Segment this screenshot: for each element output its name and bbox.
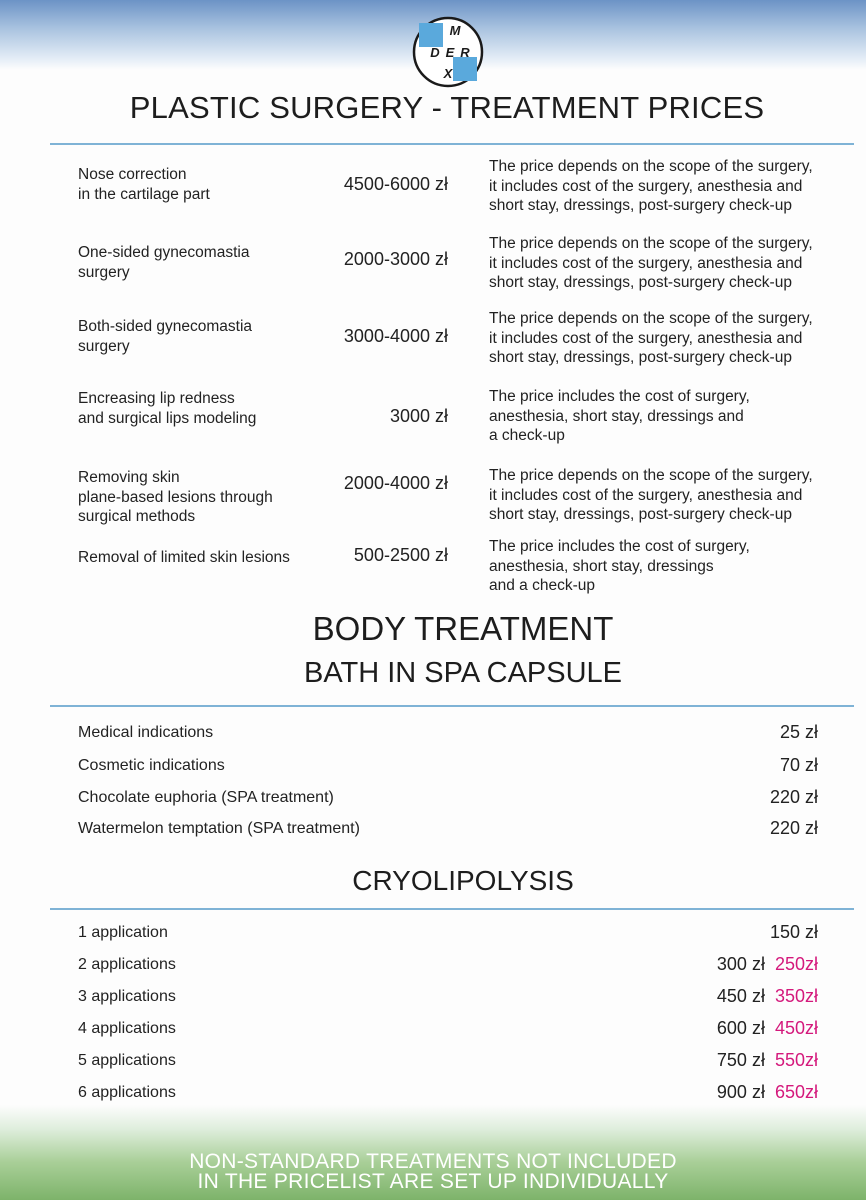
treatment-price: 25 zł	[779, 722, 818, 742]
treatment-price: 2000-4000 zł	[343, 473, 448, 493]
treatment-name: Nose correction in the cartilage part	[78, 166, 210, 203]
treatment-price: 3000-4000 zł	[343, 326, 448, 346]
treatment-name: Chocolate euphoria (SPA treatment)	[78, 789, 334, 806]
treatment-name: 5 applications	[78, 1052, 176, 1069]
promo-price: 550zł	[774, 1050, 818, 1070]
treatment-price: 500-2500 zł	[353, 545, 448, 565]
treatment-name: 2 applications	[78, 956, 176, 973]
section-title-cryolipolysis: CRYOLIPOLYSIS	[352, 865, 574, 896]
treatment-name: Medical indications	[78, 724, 214, 741]
treatment-price	[717, 1018, 818, 1039]
list-item	[0, 1020, 866, 1044]
promo-price: 450zł	[774, 1018, 818, 1038]
list-item	[0, 956, 866, 980]
treatment-name: One-sided gynecomastia surgery	[78, 244, 250, 281]
treatment-name: Watermelon temptation (SPA treatment)	[78, 820, 360, 837]
treatment-name: 1 application	[78, 924, 168, 941]
list-item	[0, 924, 866, 948]
footer-line-1: NON-STANDARD TREATMENTS NOT INCLUDED	[189, 1150, 677, 1173]
clinic-logo	[412, 16, 484, 88]
treatment-price: 220 zł	[769, 818, 818, 838]
divider-cryolipolysis	[50, 908, 854, 910]
treatment-name: 4 applications	[78, 1020, 176, 1037]
regular-price: 300 zł	[716, 954, 765, 974]
treatment-description: The price depends on the scope of the surgery, it includes cost of the surgery, anesthesia and short stay, dressings, post-surgery check-up	[489, 310, 813, 366]
logo-letter-r: R	[460, 45, 470, 60]
regular-price: 750 zł	[716, 1050, 765, 1070]
logo-letter-m: M	[449, 23, 461, 38]
list-item	[0, 1084, 866, 1108]
promo-price: 350zł	[774, 986, 818, 1006]
regular-price: 450 zł	[716, 986, 765, 1006]
list-item	[0, 789, 866, 813]
section-title-body-treatment: BODY TREATMENT	[312, 610, 614, 647]
treatment-price	[717, 954, 818, 975]
list-item	[0, 1052, 866, 1076]
section-subtitle-spa-capsule: BATH IN SPA CAPSULE	[303, 657, 623, 689]
treatment-price: 3000 zł	[389, 406, 448, 426]
treatment-price: 70 zł	[779, 755, 818, 775]
treatment-name: 6 applications	[78, 1084, 176, 1101]
treatment-description: The price includes the cost of surgery, anesthesia, short stay, dressings and a check-up	[489, 538, 750, 594]
treatment-name: Cosmetic indications	[78, 757, 225, 774]
regular-price: 900 zł	[716, 1082, 765, 1102]
treatment-description: The price includes the cost of surgery, anesthesia, short stay, dressings and a check-up	[489, 388, 750, 444]
promo-price: 250zł	[774, 954, 818, 974]
divider-body-treatment	[50, 705, 854, 707]
treatment-price	[717, 1082, 818, 1103]
logo-letter-e: E	[445, 45, 455, 60]
treatment-name: Removing skin plane-based lesions through surgical methods	[78, 469, 273, 525]
treatment-name: Both-sided gynecomastia surgery	[78, 318, 253, 355]
treatment-name: Encreasing lip redness and surgical lips modeling	[78, 390, 257, 427]
treatment-name: 3 applications	[78, 988, 176, 1005]
logo-letter-x: X	[443, 66, 453, 81]
list-item	[0, 724, 866, 748]
treatment-price	[717, 1050, 818, 1071]
treatment-description: The price depends on the scope of the surgery, it includes cost of the surgery, anesthesia and short stay, dressings, post-surgery check-up	[489, 158, 813, 214]
treatment-price: 2000-3000 zł	[343, 249, 448, 269]
regular-price: 150 zł	[769, 922, 818, 942]
page-title: PLASTIC SURGERY - TREATMENT PRICES	[129, 90, 765, 125]
list-item	[0, 988, 866, 1012]
treatment-description: The price depends on the scope of the surgery, it includes cost of the surgery, anesthesia and short stay, dressings, post-surgery check-up	[489, 235, 813, 291]
logo-letter-d: D	[430, 45, 440, 60]
treatment-name: Removal of limited skin lesions	[78, 549, 290, 566]
promo-price: 650zł	[774, 1082, 818, 1102]
treatment-price	[770, 922, 818, 943]
footer-note	[0, 1152, 866, 1192]
footer-line-2: IN THE PRICELIST ARE SET UP INDIVIDUALLY	[197, 1170, 669, 1193]
treatment-description: The price depends on the scope of the surgery, it includes cost of the surgery, anesthesia and short stay, dressings, post-surgery check-up	[489, 467, 813, 523]
list-item	[0, 757, 866, 781]
list-item	[0, 820, 866, 844]
treatment-price: 4500-6000 zł	[343, 174, 448, 194]
treatment-price: 220 zł	[769, 787, 818, 807]
divider-plastic-surgery	[50, 143, 854, 145]
treatment-price	[717, 986, 818, 1007]
regular-price: 600 zł	[716, 1018, 765, 1038]
